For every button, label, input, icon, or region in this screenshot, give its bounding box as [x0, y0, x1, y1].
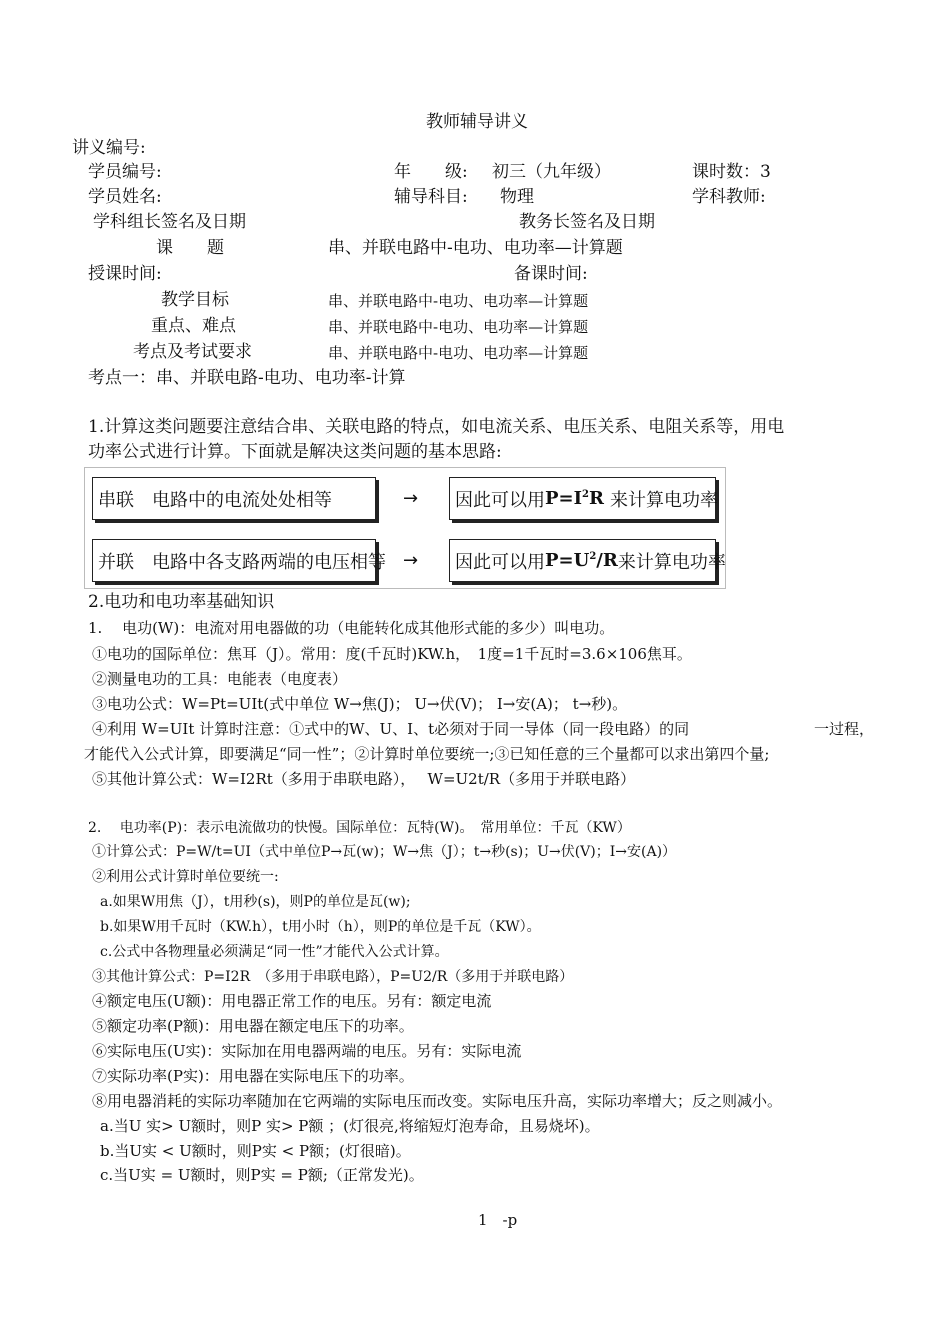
parallel-formula-post: 来计算电功率 [617, 551, 726, 573]
series-rule-text: 串联 电路中的电流处处相等 [98, 489, 332, 511]
work-heading: 1. 电功(W)：电流对用电器做的功（电能转化成其他形式能的多少）叫电功。 [88, 619, 615, 637]
power-line: b.如果W用千瓦时（KW.h），t用小时（h），则P的单位是千瓦（KW）。 [100, 919, 541, 935]
parallel-formula-pre: 因此可以用 [455, 551, 545, 573]
work-line: ①电功的国际单位：焦耳（J）。常用：度(千瓦时)KW.h， 1度=1千瓦时=3.6×106焦耳。 [92, 645, 692, 663]
student-number-label: 学员编号: [88, 162, 162, 182]
power-line: ⑦实际功率(P实)：用电器在实际电压下的功率。 [92, 1067, 414, 1085]
objectives-value: 串、并联电路中-电功、电功率—计算题 [328, 292, 589, 310]
parallel-rule-box [92, 539, 386, 582]
dean-signature-label: 教务长签名及日期 [519, 212, 655, 232]
parallel-formula: $P=U^2/R$ [545, 550, 618, 571]
section1-title: 考点一：串、并联电路-电功、电功率-计算 [88, 368, 406, 388]
intro-line-2: 功率公式进行计算。下面就是解决这类问题的基本思路: [88, 442, 502, 462]
arrow-icon: → [403, 488, 419, 509]
power-line: ⑧用电器消耗的实际功率随加在它两端的实际电压而改变。实际电压升高，实际功率增大；反之则减小。 [92, 1092, 783, 1110]
student-name-label: 学员姓名: [88, 187, 162, 207]
intro-line-1: 1.计算这类问题要注意结合串、关联电路的特点，如电流关系、电压关系、电阻关系等，用电 [88, 417, 785, 437]
work-line: 才能代入公式计算，即要满足“同一性”；②计算时单位要统一;③已知任意的三个量都可以求出第四个量; [84, 745, 770, 763]
power-line: a.当U 实> U额时，则P 实> P额 ；(灯很亮,将缩短灯泡寿命，且易烧坏)。 [100, 1117, 600, 1135]
grade-value: 初三（九年级） [492, 162, 611, 182]
work-line: ⑤其他计算公式：W=I2Rt（多用于串联电路）， W=U2t/R（多用于并联电路） [92, 770, 636, 788]
class-time-label: 授课时间: [88, 264, 162, 284]
prep-time-label: 备课时间: [514, 264, 588, 284]
parallel-formula-box [449, 539, 726, 582]
work-line: ②测量电功的工具：电能表（电度表） [92, 670, 348, 688]
grade-label: 年 级: [394, 162, 468, 182]
power-line: c.当U实 = U额时，则P实 = P额;（正常发光)。 [100, 1166, 424, 1184]
page-title: 教师辅导讲义 [426, 112, 528, 132]
work-line: ④利用 W=UIt 计算时注意：①式中的W、U、I、t必须对于同一导体（同一段电路）的同 [92, 720, 690, 738]
section2-title: 2.电功和电功率基础知识 [88, 592, 275, 612]
series-formula-post: 来计算电功率 [609, 489, 718, 511]
subject-value: 物理 [500, 187, 534, 207]
key-points-value: 串、并联电路中-电功、电功率—计算题 [328, 318, 589, 336]
power-line: c.公式中各物理量必须满足“同一性”才能代入公式计算。 [100, 944, 449, 960]
key-points-label: 重点、难点 [151, 316, 236, 336]
handout-number-label: 讲义编号: [72, 138, 146, 158]
parallel-rule-text: 并联 电路中各支路两端的电压相等 [98, 551, 386, 573]
power-line: a.如果W用焦（J），t用秒(s)，则P的单位是瓦(w); [100, 894, 411, 910]
series-formula: $P=I^2R$ [545, 488, 604, 509]
power-line: ④额定电压(U额)：用电器正常工作的电压。另有：额定电流 [92, 992, 492, 1010]
series-formula-pre: 因此可以用 [455, 489, 545, 511]
power-line: ③其他计算公式：P=I2R （多用于串联电路），P=U2/R（多用于并联电路） [92, 969, 574, 985]
series-formula-box [449, 477, 716, 520]
exam-requirements-value: 串、并联电路中-电功、电功率—计算题 [328, 344, 589, 362]
objectives-label: 教学目标 [161, 290, 229, 310]
topic-label: 课 题 [156, 238, 224, 258]
work-line: ③电功公式：W=Pt=UIt(式中单位 W→焦(J)； U→伏(V)； I→安(A)； t→秒)。 [92, 695, 628, 713]
work-line-continuation: 一过程， [814, 720, 875, 738]
power-line: ⑤额定功率(P额)：用电器在额定电压下的功率。 [92, 1017, 414, 1035]
series-rule-box [92, 477, 376, 520]
topic-value: 串、并联电路中-电功、电功率—计算题 [328, 238, 623, 258]
exam-requirements-label: 考点及考试要求 [133, 342, 252, 362]
arrow-icon: → [403, 550, 419, 571]
subject-label: 辅导科目: [394, 187, 468, 207]
power-line: b.当U实 < U额时，则P实 < P额；(灯很暗)。 [100, 1142, 411, 1160]
power-line: ⑥实际电压(U实)：实际加在用电器两端的电压。另有：实际电流 [92, 1042, 522, 1060]
flow-diagram [84, 467, 726, 589]
power-line: ②利用公式计算时单位要统一: [92, 869, 279, 885]
power-heading: 2. 电功率(P)：表示电流做功的快慢。国际单位：瓦特(W)。 常用单位：千瓦（KW） [88, 820, 631, 836]
teacher-label: 学科教师: [692, 187, 766, 207]
power-line: ①计算公式：P=W/t=UI（式中单位P→瓦(w)；W→焦（J）；t→秒(s)；U→伏(V)；I→安(A)） [92, 844, 677, 860]
page-footer: 1 -p [478, 1211, 518, 1229]
group-leader-signature-label: 学科组长签名及日期 [93, 212, 246, 232]
class-hours: 课时数：3 [692, 162, 771, 182]
